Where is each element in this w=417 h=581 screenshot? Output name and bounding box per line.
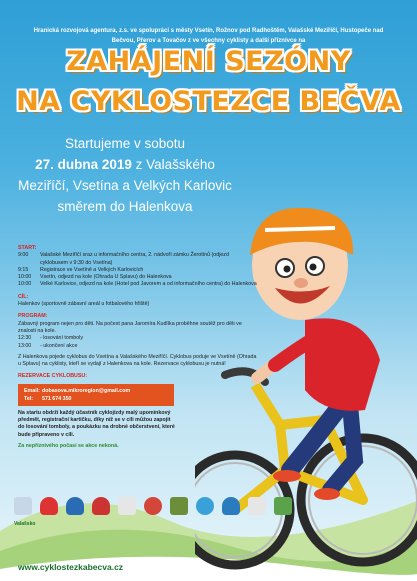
partner-logo	[196, 497, 214, 515]
schedule-text: Velké Karlovice, odjezd na kole (Hotel pod Javorem a od informačního centra) do Halenkova	[40, 281, 257, 288]
partner-logo	[92, 497, 110, 515]
program-item	[18, 343, 258, 350]
valassko-logo: Valašsko	[14, 521, 36, 527]
schedule-time: 9:15	[18, 266, 29, 273]
partner-logo	[66, 497, 84, 515]
schedule-time: 10:00	[18, 274, 32, 281]
title-block	[0, 46, 417, 126]
reservation-heading: REZERVACE CYKLOBUSU:	[18, 373, 87, 380]
schedule-item	[18, 267, 258, 274]
partner-logo	[274, 497, 292, 515]
title-line-1: ZAHÁJENÍ SEZÓNY	[66, 46, 351, 77]
transport-text: Z Halenkova pojede cyklobus do Vsetína a Valašského Meziříčí. Cyklobus poduje ve Vsetíně (Ohrada u Splavu) na cyklisty, kteří se vydají z Halenkova na kole. Rezervace cyklobusu je nutná!	[18, 353, 257, 368]
tel-label: Tel:	[24, 395, 34, 402]
schedule-time: 10:00	[18, 281, 32, 288]
email-link[interactable]: dobasova.mikroregion@gmail.com	[42, 387, 131, 394]
program-text: Zábavný program nejen pro děti. Na počest pana Jaromíra Kudlíka proběhne soutěž pro děti ve znalosti na kole.	[18, 320, 242, 334]
organizer-intro: Hranická rozvojová agentura, z.s. ve spolupráci s městy Vsetín, Rožnov pod Radhoštěm, Valašské Meziříčí, Hustopeče nad Bečvou, Přerov a Tovačov z ve všechny cyklisty a další příznivce na	[33, 28, 384, 44]
schedule-time: 9:00	[18, 252, 29, 259]
program-heading: PROGRAM:	[18, 313, 48, 320]
partner-logo	[248, 497, 266, 515]
schedule-text: Valašské Meziříčí sraz u informačního centra, 2. nádvoří zámku Žerotínů (odjezd cyklobusem v 9:30 do Vsetína)	[40, 252, 229, 266]
partner-logo	[222, 497, 240, 515]
partner-logos	[14, 497, 314, 527]
partner-logo	[40, 497, 58, 515]
website-link[interactable]: www.cyklostezkabecva.cz	[18, 562, 124, 572]
schedule-item	[18, 252, 258, 267]
start-line-1: Startujeme v sobotu	[64, 136, 186, 151]
goal-heading: CÍL:	[18, 293, 29, 300]
schedule-text: Registrace ve Vsetíně a Velkých Karlovicích	[40, 266, 144, 273]
schedule-item	[18, 281, 258, 288]
event-date: 27. dubna 2019	[35, 157, 132, 172]
email-row	[24, 387, 168, 395]
program-item	[18, 335, 258, 342]
title-line-2: NA CYKLOSTEZCE BEČVA	[16, 86, 401, 117]
program-item-text: - ukončení akce	[40, 342, 78, 349]
tel-row	[24, 395, 168, 403]
start-line-2-rest: z Valašského	[131, 157, 215, 172]
schedule-item	[18, 274, 258, 281]
finish-note: Na startu obdrží každý účastník cyklojízdy malý upomínkový předmět, registrační kartičku, díky níž se v cíli můžou zapojit do losování tomboly, a poukázku na drobné občerstvení, které bude připraveno v cíli.	[18, 409, 175, 438]
email-label: Email:	[24, 387, 40, 394]
start-line-3: Meziříčí, Vsetína a Velkých Karlovic	[18, 178, 232, 193]
weather-note: Za nepříznivého počasí se akce nekoná.	[18, 442, 119, 449]
partner-logo	[14, 497, 32, 515]
program-item-text: - losování tomboly	[40, 335, 83, 342]
contact-box	[18, 384, 174, 406]
info-panel	[18, 240, 258, 450]
schedule-text: Vsetín, odjezd na kole (Ohrada U Splavu) do Halenkova	[40, 274, 172, 281]
start-line-4: směrem do Halenkova	[57, 199, 193, 214]
partner-logo	[170, 497, 188, 515]
goal-text: Halenkov (sportovně zábavní areál u fotbalového hřiště)	[18, 301, 150, 308]
partner-logo	[144, 497, 162, 515]
program-time: 12:30	[18, 335, 32, 342]
tel-link[interactable]: 571 674 350	[42, 395, 72, 402]
schedule-heading: START:	[18, 245, 37, 251]
partner-logo	[118, 497, 136, 515]
program-time: 13:00	[18, 342, 32, 349]
